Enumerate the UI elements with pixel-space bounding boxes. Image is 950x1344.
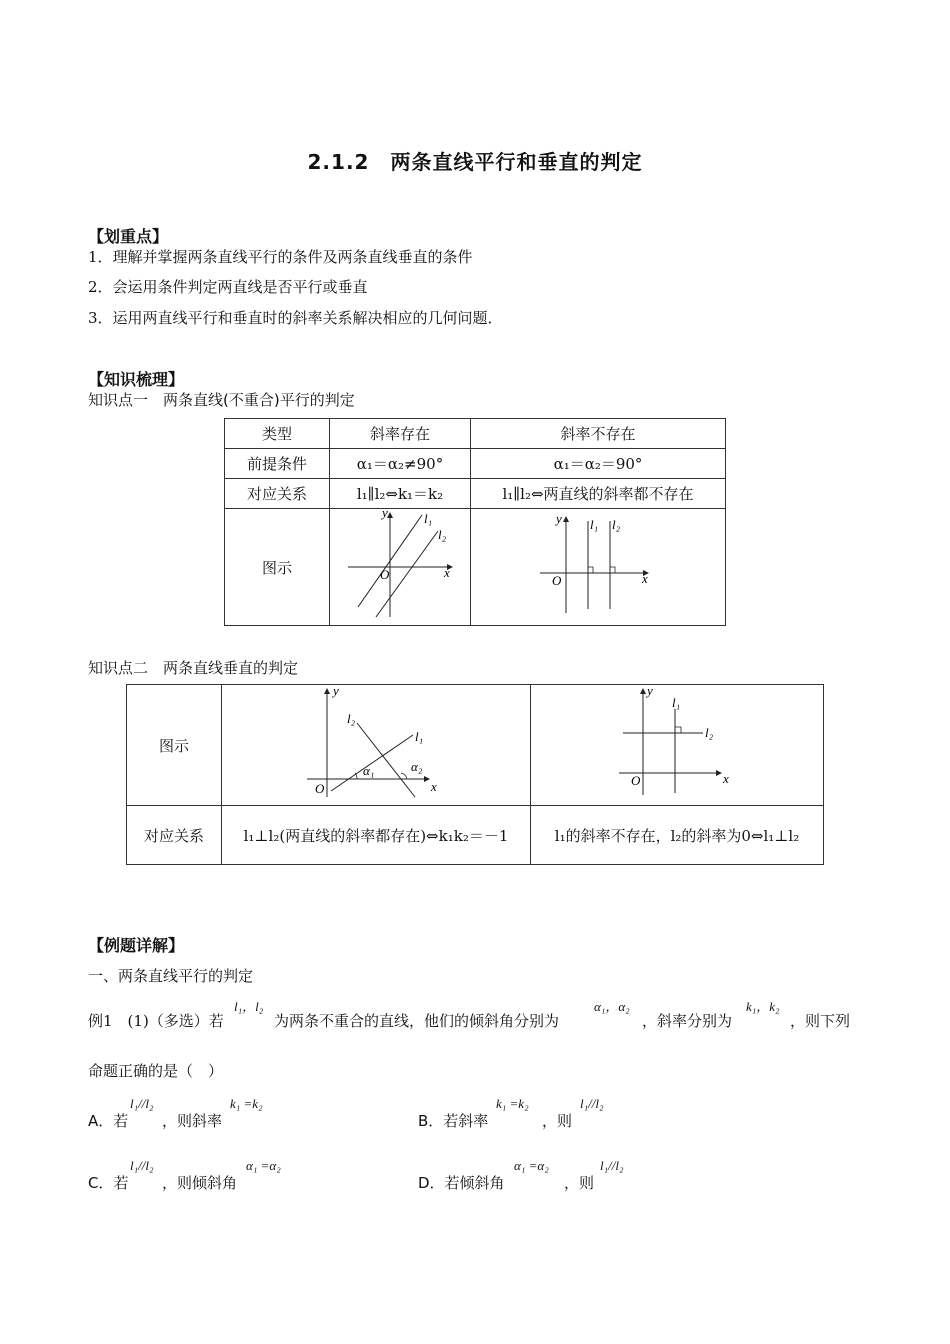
- relation-slope-not-exist: l₁∥l₂⇔两直线的斜率都不存在: [471, 479, 726, 509]
- y-label: y: [382, 509, 388, 520]
- l2-label: l₂: [612, 517, 621, 532]
- header-type: 类型: [225, 419, 330, 449]
- origin-label: O: [315, 781, 325, 796]
- option-a-mid: ，则斜率: [162, 1112, 223, 1130]
- option-a-label[interactable]: A．若: [88, 1112, 129, 1130]
- alpha2-arc: [401, 773, 407, 779]
- x-label: x: [642, 571, 648, 586]
- l1-label: l₁: [590, 517, 599, 532]
- l1-label: l₁: [424, 511, 433, 526]
- origin-label: O: [552, 573, 562, 588]
- option-c-label[interactable]: C．若: [88, 1174, 129, 1192]
- l2-label: l₂: [705, 725, 714, 740]
- header-slope-not-exist: 斜率不存在: [471, 419, 726, 449]
- parallel-oblique-diagram: [340, 509, 460, 621]
- figure-label-2: 图示: [127, 685, 222, 806]
- right-angle-mark-2: [610, 567, 615, 573]
- l1-label: l₁: [672, 695, 681, 710]
- relation-perp-oblique: l₁⊥l₂(两直线的斜率都存在)⇔k₁k₂＝－1: [222, 806, 531, 865]
- option-b-math2: l₁//l₂: [580, 1096, 604, 1111]
- relation-slope-exists: l₁∥l₂⇔k₁＝k₂: [330, 479, 471, 509]
- page-title: 2.1.2 两条直线平行和垂直的判定: [307, 150, 643, 174]
- figure-perpendicular-oblique: [222, 685, 531, 806]
- option-b-label[interactable]: B．若斜率: [418, 1112, 489, 1130]
- perpendicular-axis-diagram: [617, 685, 737, 801]
- origin-label: O: [380, 567, 390, 582]
- premise-slope-exists: α₁＝α₂≠90°: [330, 449, 471, 479]
- y-label: y: [647, 685, 653, 698]
- example-1-k-pair: k₁，k₂: [746, 999, 780, 1014]
- knowledge-point-2-label: 知识点二 两条直线垂直的判定: [88, 659, 299, 677]
- x-label: x: [431, 779, 437, 794]
- header-slope-exists: 斜率存在: [330, 419, 471, 449]
- l1-label: l₁: [415, 729, 424, 744]
- parallel-table: [224, 418, 726, 626]
- alpha1-label: α₁: [363, 763, 375, 778]
- example-1-alpha-pair: α₁，α₂: [594, 999, 630, 1014]
- knowledge-point-1-label: 知识点一 两条直线(不重合)平行的判定: [88, 391, 355, 409]
- x-label: x: [444, 565, 450, 580]
- perpendicular-table: [126, 684, 824, 865]
- l2-label: l₂: [438, 527, 447, 542]
- option-d-math2: l₁//l₂: [600, 1158, 624, 1173]
- premise-slope-not-exist: α₁＝α₂＝90°: [471, 449, 726, 479]
- figure-parallel-vertical: [471, 509, 726, 626]
- option-a-math1: l₁//l₂: [130, 1096, 154, 1111]
- example-1-line2: 命题正确的是（ ）: [88, 1062, 224, 1080]
- examples-sub1: 一、两条直线平行的判定: [88, 967, 254, 985]
- option-d-math1: α₁ =α₂: [514, 1158, 549, 1173]
- focus-item-1: 1．理解并掌握两条直线平行的条件及两条直线垂直的条件: [88, 248, 473, 266]
- focus-item-2: 2．会运用条件判定两直线是否平行或垂直: [88, 278, 368, 296]
- example-1-l-pair: l₁，l₂: [234, 999, 264, 1014]
- option-b-mid: ，则: [542, 1112, 573, 1130]
- alpha2-label: α₂: [411, 759, 423, 774]
- relation-perp-axis: l₁的斜率不存在，l₂的斜率为0⇔l₁⊥l₂: [531, 806, 824, 865]
- example-1-mid2: ，斜率分别为: [642, 1012, 733, 1030]
- origin-label: O: [631, 773, 641, 788]
- premise-label: 前提条件: [225, 449, 330, 479]
- focus-heading: 【划重点】: [88, 227, 169, 246]
- figure-perpendicular-axis: [531, 685, 824, 806]
- option-d-mid: ，则: [564, 1174, 595, 1192]
- perpendicular-oblique-diagram: [301, 685, 451, 801]
- line-l2: [357, 723, 415, 797]
- option-b-math1: k₁ =k₂: [496, 1096, 529, 1111]
- focus-item-3: 3．运用两直线平行和垂直时的斜率关系解决相应的几何问题．: [88, 309, 503, 327]
- relation-label: 对应关系: [225, 479, 330, 509]
- y-label: y: [556, 511, 562, 526]
- option-c-math1: l₁//l₂: [130, 1158, 154, 1173]
- figure-label: 图示: [225, 509, 330, 626]
- option-c-math2: α₁ =α₂: [246, 1158, 281, 1173]
- example-1-tail: ，则下列: [790, 1012, 851, 1030]
- right-angle-mark-1: [588, 567, 593, 573]
- l2-label: l₂: [347, 711, 356, 726]
- example-1-mid1: 为两条不重合的直线，他们的倾斜角分别为: [274, 1012, 560, 1030]
- x-label: x: [723, 771, 729, 786]
- y-label: y: [333, 685, 339, 698]
- knowledge-heading: 【知识梳理】: [88, 370, 185, 389]
- example-1-lead: 例1 (1)（多选）若: [88, 1012, 224, 1030]
- option-c-mid: ，则倾斜角: [162, 1174, 238, 1192]
- option-d-label[interactable]: D．若倾斜角: [418, 1174, 505, 1192]
- examples-heading: 【例题详解】: [88, 936, 185, 955]
- parallel-vertical-diagram: [538, 509, 658, 621]
- figure-parallel-oblique: [330, 509, 471, 626]
- right-angle-mark: [675, 727, 681, 733]
- option-a-math2: k₁ =k₂: [230, 1096, 263, 1111]
- relation-label-2: 对应关系: [127, 806, 222, 865]
